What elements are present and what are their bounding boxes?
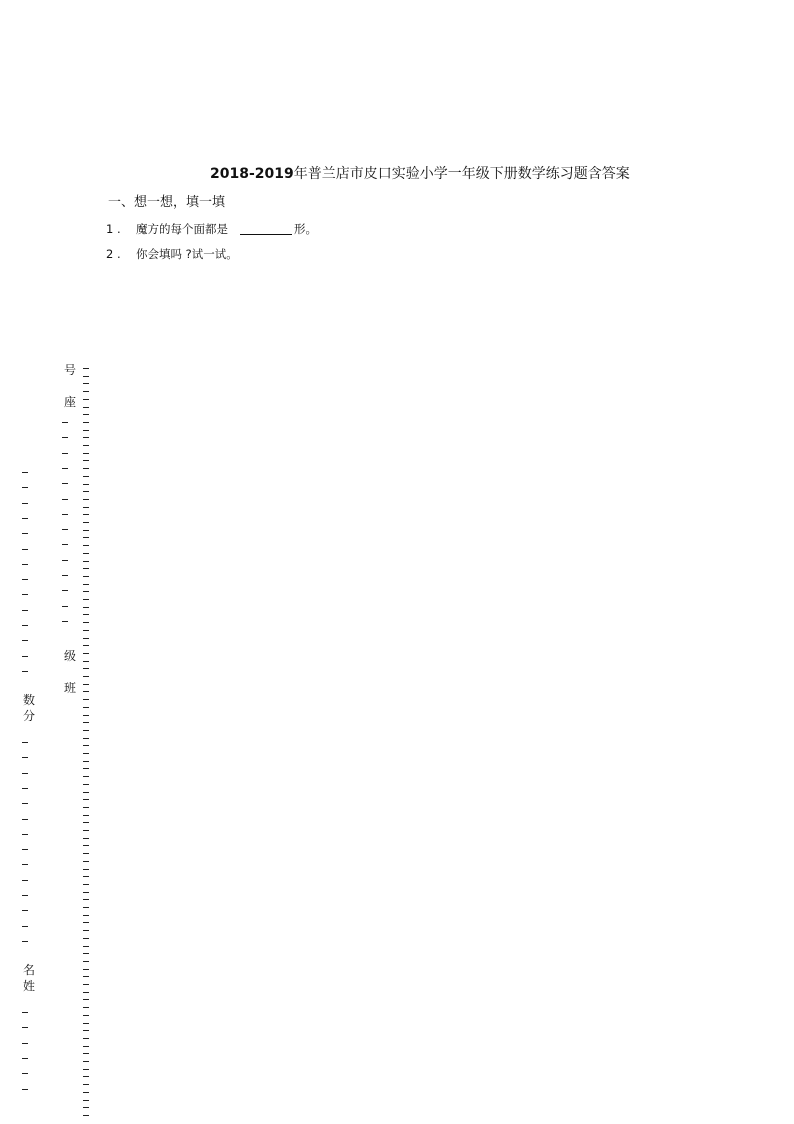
margin-dash — [83, 668, 89, 669]
margin-dash — [62, 483, 68, 484]
margin-dash — [83, 399, 89, 400]
margin-dash — [83, 961, 89, 962]
margin-dash — [83, 738, 89, 739]
margin-dash — [83, 460, 89, 461]
margin-dash — [22, 640, 28, 641]
margin-dash — [83, 584, 89, 585]
title-text: 年普兰店市皮口实验小学一年级下册数学练习题含答案 — [293, 166, 630, 182]
margin-dash — [83, 484, 89, 485]
margin-dash — [83, 507, 89, 508]
margin-dash — [83, 476, 89, 477]
margin-dash — [83, 391, 89, 392]
margin-dash — [83, 922, 89, 923]
seat-label-text: 号 座 — [64, 363, 77, 409]
margin-dash — [83, 907, 89, 908]
margin-dash — [22, 742, 28, 743]
margin-dash — [62, 621, 68, 622]
margin-dash — [83, 799, 89, 800]
margin-dash — [22, 594, 28, 595]
margin-dash — [62, 499, 68, 500]
margin-dash — [83, 830, 89, 831]
margin-dash — [83, 1023, 89, 1024]
margin-dash — [83, 1007, 89, 1008]
margin-dash — [83, 845, 89, 846]
margin-dash — [83, 745, 89, 746]
margin-dash — [83, 653, 89, 654]
section-heading: 一、想一想，填一填 — [108, 195, 226, 210]
margin-dash — [83, 445, 89, 446]
margin-dash — [83, 976, 89, 977]
margin-dash — [62, 575, 68, 576]
margin-dash — [22, 518, 28, 519]
margin-dash — [83, 838, 89, 839]
margin-dash — [83, 899, 89, 900]
margin-dash — [83, 530, 89, 531]
margin-dash — [83, 537, 89, 538]
margin-dash — [62, 560, 68, 561]
question-text: 魔方的每个面都是 — [136, 222, 228, 236]
margin-dash — [83, 815, 89, 816]
margin-dash — [83, 553, 89, 554]
margin-dash — [83, 1092, 89, 1093]
margin-dash — [83, 1053, 89, 1054]
margin-dash — [62, 422, 68, 423]
margin-dash — [83, 969, 89, 970]
margin-dash — [83, 499, 89, 500]
margin-dash — [22, 1012, 28, 1013]
margin-dash — [83, 430, 89, 431]
seat-number-label — [64, 354, 76, 418]
question-2 — [106, 246, 238, 262]
margin-dash — [22, 941, 28, 942]
margin-dash — [22, 533, 28, 534]
margin-dash — [22, 610, 28, 611]
margin-dash — [83, 1115, 89, 1116]
margin-dash — [62, 606, 68, 607]
margin-dash — [22, 895, 28, 896]
margin-dash — [83, 1107, 89, 1108]
class-label-text: 级 班 — [64, 649, 77, 695]
margin-dash — [22, 910, 28, 911]
margin-dash — [83, 514, 89, 515]
margin-dash — [62, 514, 68, 515]
margin-dash — [83, 368, 89, 369]
margin-dash — [22, 564, 28, 565]
margin-dash — [83, 853, 89, 854]
margin-dash — [83, 1015, 89, 1016]
margin-dash — [83, 753, 89, 754]
margin-dash — [83, 376, 89, 377]
margin-dash — [22, 1089, 28, 1090]
margin-dash — [83, 938, 89, 939]
margin-dash — [83, 722, 89, 723]
margin-dash — [62, 453, 68, 454]
margin-dash — [83, 561, 89, 562]
margin-dash — [83, 1100, 89, 1101]
margin-dash — [22, 926, 28, 927]
margin-dash — [83, 861, 89, 862]
margin-dash — [83, 822, 89, 823]
margin-dash — [83, 1084, 89, 1085]
margin-dash — [83, 676, 89, 677]
question-text: 你会填吗 ?试一试。 — [136, 247, 238, 261]
margin-dash — [83, 1061, 89, 1062]
margin-dash — [83, 422, 89, 423]
margin-dash — [22, 1058, 28, 1059]
margin-dash — [83, 792, 89, 793]
margin-dash — [83, 1030, 89, 1031]
margin-dash — [83, 876, 89, 877]
margin-dash — [22, 579, 28, 580]
margin-dash — [83, 1076, 89, 1077]
margin-dash — [83, 522, 89, 523]
name-label — [23, 962, 35, 994]
margin-dash — [83, 707, 89, 708]
margin-dash — [83, 699, 89, 700]
margin-dash — [83, 946, 89, 947]
title-year: 2018-2019 — [210, 166, 294, 182]
margin-dash — [83, 407, 89, 408]
margin-dash — [83, 930, 89, 931]
margin-dash — [22, 819, 28, 820]
margin-dash — [83, 761, 89, 762]
answer-blank[interactable] — [240, 224, 292, 235]
name-label-text: 名 姓 — [23, 963, 36, 993]
margin-dash — [83, 992, 89, 993]
margin-dash — [22, 472, 28, 473]
score-label-text: 数 分 — [23, 693, 36, 723]
margin-dash — [83, 768, 89, 769]
margin-dash — [83, 1069, 89, 1070]
margin-dash — [22, 773, 28, 774]
margin-dash — [83, 607, 89, 608]
margin-dash — [22, 487, 28, 488]
margin-dash — [22, 503, 28, 504]
margin-dash — [83, 1046, 89, 1047]
question-1 — [106, 221, 317, 237]
question-number: 2 . — [106, 247, 121, 261]
margin-dash — [62, 590, 68, 591]
margin-dash — [22, 880, 28, 881]
margin-dash — [62, 529, 68, 530]
margin-dash — [83, 414, 89, 415]
margin-dash — [83, 715, 89, 716]
margin-dash — [22, 864, 28, 865]
margin-dash — [22, 849, 28, 850]
margin-dash — [83, 614, 89, 615]
margin-dash — [83, 784, 89, 785]
margin-dash — [83, 645, 89, 646]
margin-dash — [22, 834, 28, 835]
margin-dash — [83, 691, 89, 692]
margin-dash — [22, 549, 28, 550]
margin-dash — [83, 568, 89, 569]
margin-dash — [83, 869, 89, 870]
margin-dash — [83, 383, 89, 384]
margin-dash — [83, 915, 89, 916]
margin-dash — [83, 622, 89, 623]
margin-dash — [83, 437, 89, 438]
margin-dash — [83, 776, 89, 777]
margin-dash — [83, 807, 89, 808]
margin-dash — [83, 984, 89, 985]
margin-dash — [83, 453, 89, 454]
margin-dash — [83, 599, 89, 600]
margin-dash — [83, 576, 89, 577]
margin-dash — [62, 544, 68, 545]
margin-dash — [22, 671, 28, 672]
margin-dash — [22, 656, 28, 657]
margin-dash — [22, 1043, 28, 1044]
margin-dash — [83, 1038, 89, 1039]
margin-dash — [62, 468, 68, 469]
margin-dash — [83, 591, 89, 592]
class-label — [64, 640, 76, 704]
margin-dash — [83, 884, 89, 885]
margin-dash — [83, 545, 89, 546]
page-title — [210, 163, 630, 183]
margin-dash — [83, 630, 89, 631]
margin-dash — [22, 1027, 28, 1028]
margin-dash — [62, 437, 68, 438]
margin-dash — [83, 661, 89, 662]
margin-dash — [22, 1073, 28, 1074]
margin-dash — [83, 684, 89, 685]
question-number: 1 . — [106, 222, 121, 236]
margin-dash — [22, 757, 28, 758]
score-label — [23, 692, 35, 724]
margin-dash — [83, 953, 89, 954]
margin-dash — [83, 892, 89, 893]
question-suffix: 形。 — [294, 222, 317, 236]
margin-dash — [22, 625, 28, 626]
margin-dash — [83, 468, 89, 469]
margin-dash — [83, 638, 89, 639]
margin-dash — [22, 788, 28, 789]
margin-dash — [83, 730, 89, 731]
margin-dash — [22, 803, 28, 804]
margin-dash — [83, 491, 89, 492]
margin-dash — [83, 999, 89, 1000]
